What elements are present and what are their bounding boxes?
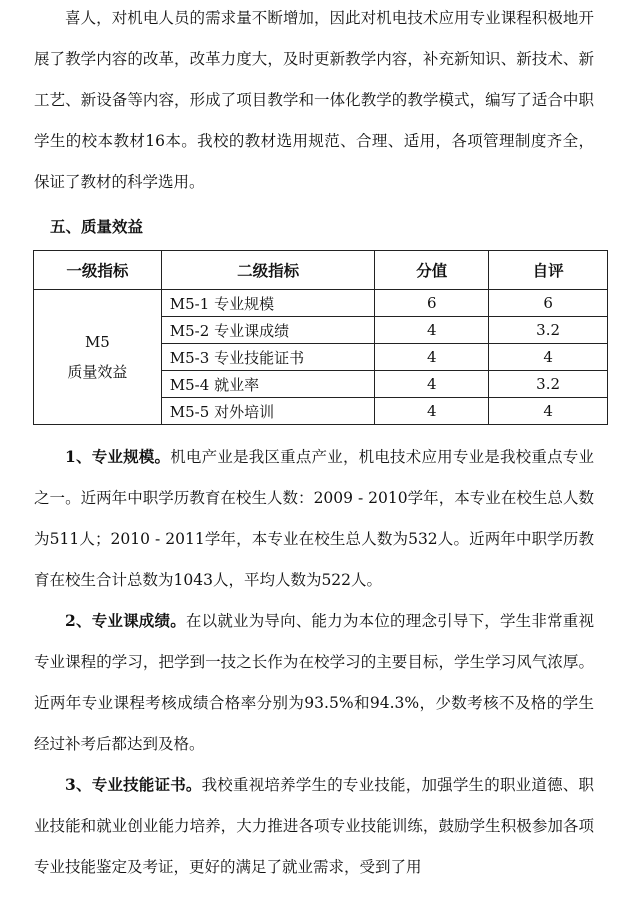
section-3-title: 3、专业技能证书。 [65, 775, 202, 794]
quality-benefit-table [33, 250, 608, 425]
section-heading: 五、质量效益 [50, 217, 144, 236]
table-header-row [34, 251, 608, 290]
indicator-cell: M5-2 专业课成绩 [161, 317, 375, 344]
table-row [34, 290, 608, 317]
score-cell: 4 [375, 398, 489, 425]
indicator-cell: M5-4 就业率 [161, 371, 375, 398]
section-2-paragraph [34, 600, 594, 765]
self-eval-cell: 6 [489, 290, 608, 317]
self-eval-cell: 4 [489, 344, 608, 371]
self-eval-cell: 4 [489, 398, 608, 425]
section-3-paragraph [34, 764, 594, 888]
self-eval-cell: 3.2 [489, 371, 608, 398]
intro-paragraph: 喜人，对机电人员的需求量不断增加，因此对机电技术应用专业课程积极地开展了教学内容的改革，改革力度大，及时更新教学内容，补充新知识、新技术、新工艺、新设备等内容，形成了项目教学和一体化教学的教学模式，编写了适合中职学生的校本教材16本。我校的教材选用规范、合理、适用，各项管理制度齐全，保证了教材的科学选用。 [34, 9, 594, 191]
group-code: M5 [84, 333, 110, 351]
score-cell: 6 [375, 290, 489, 317]
section-2-title: 2、专业课成绩。 [65, 611, 186, 630]
section-1-paragraph [34, 436, 594, 601]
section-1-title: 1、专业规模。 [65, 447, 171, 466]
group-name: 质量效益 [67, 363, 128, 381]
score-cell: 4 [375, 317, 489, 344]
score-cell: 4 [375, 344, 489, 371]
self-eval-cell: 3.2 [489, 317, 608, 344]
header-self-eval: 自评 [489, 251, 608, 290]
header-score: 分值 [375, 251, 489, 290]
section-1-body: 机电产业是我区重点产业，机电技术应用专业是我校重点专业之一。近两年中职学历教育在校生人数：2009 - 2010学年，本专业在校生总人数为511人；2010 - 2011学年，本专业在校生总人数为532人。近两年中职学历教育在校生合计总数为1043人，平均人数为522人。 [34, 448, 594, 589]
section-3-body: 我校重视培养学生的专业技能，加强学生的职业道德、职业技能和就业创业能力培养，大力推进各项专业技能训练，鼓励学生积极参加各项专业技能鉴定及考证，更好的满足了就业需求，受到了用 [34, 776, 594, 876]
header-level2: 二级指标 [161, 251, 375, 290]
group-cell [34, 290, 162, 425]
header-level1: 一级指标 [34, 251, 162, 290]
score-cell: 4 [375, 371, 489, 398]
indicator-cell: M5-1 专业规模 [161, 290, 375, 317]
indicator-cell: M5-5 对外培训 [161, 398, 375, 425]
indicator-cell: M5-3 专业技能证书 [161, 344, 375, 371]
section-2-body: 在以就业为导向、能力为本位的理念引导下，学生非常重视专业课程的学习，把学到一技之长作为在校学习的主要目标，学生学习风气浓厚。近两年专业课程考核成绩合格率分别为93.5%和94.3%，少数考核不及格的学生经过补考后都达到及格。 [34, 612, 594, 753]
